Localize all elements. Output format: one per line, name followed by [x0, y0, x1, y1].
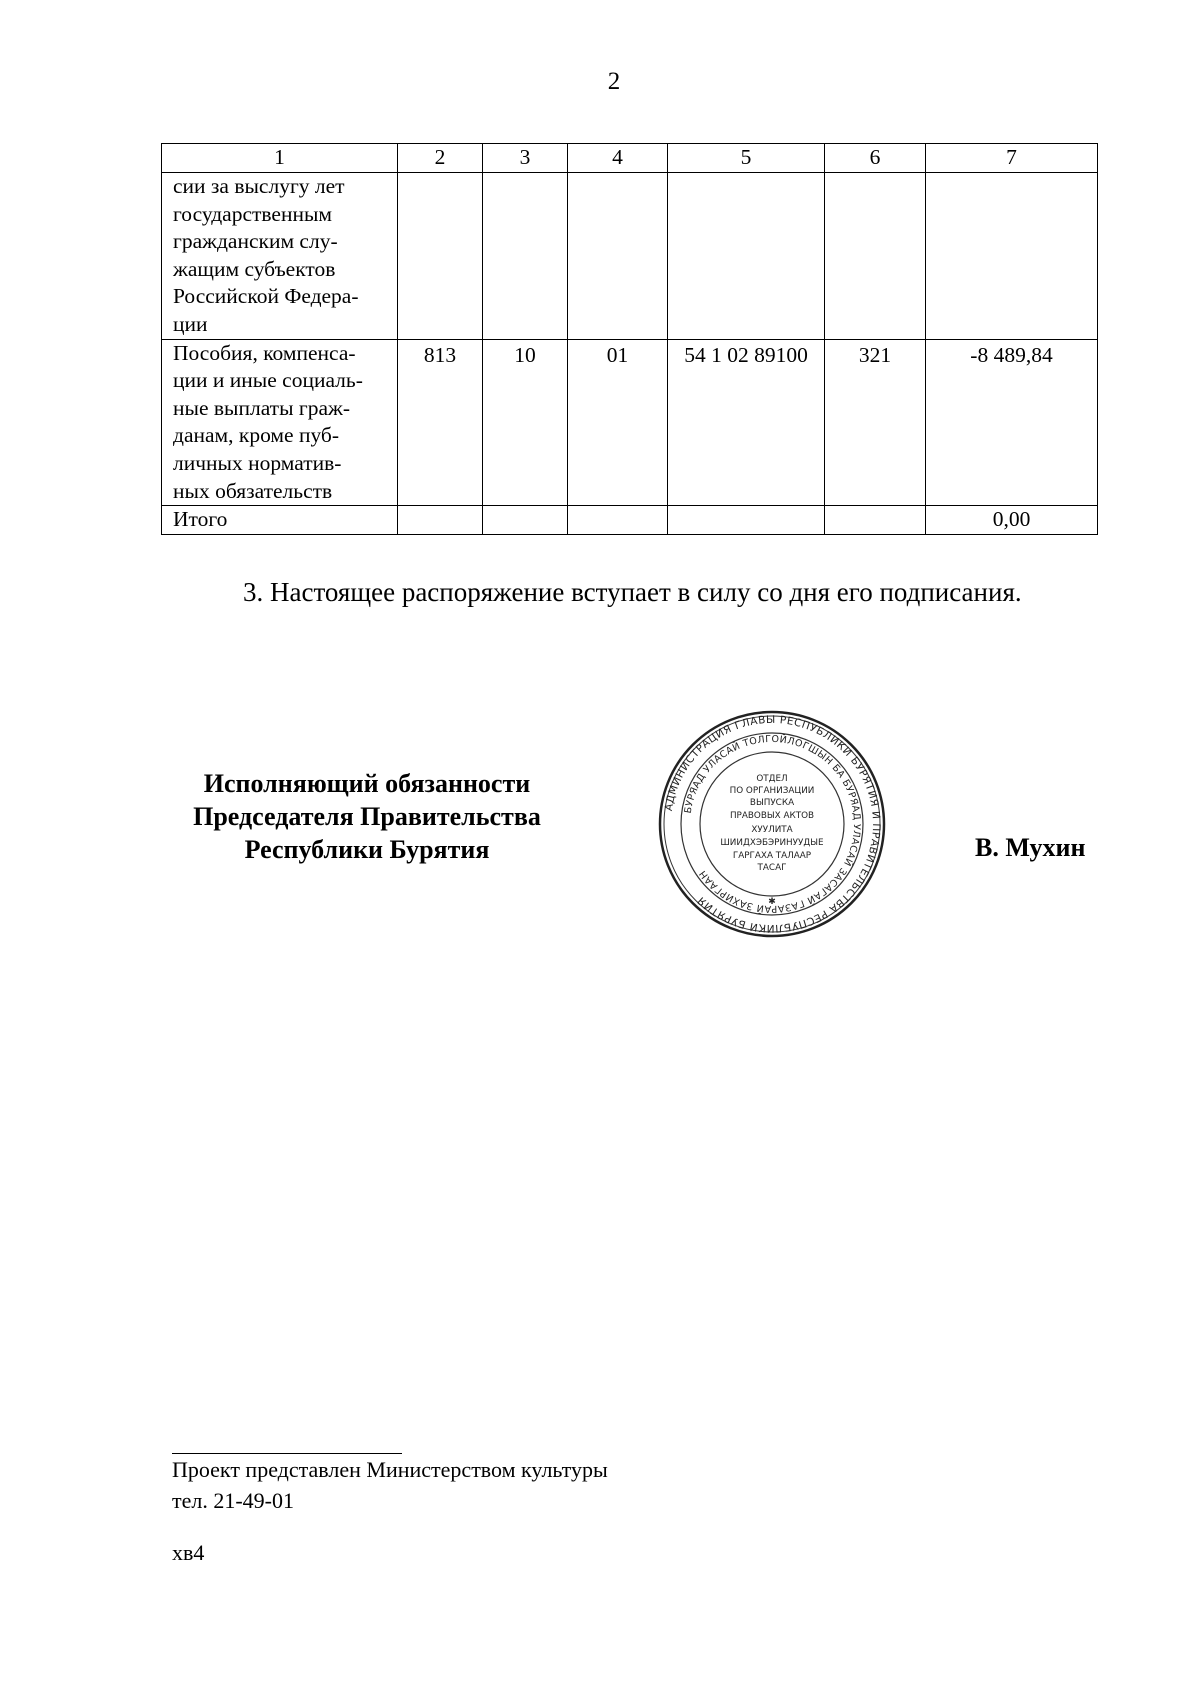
ministry-code-cell: [398, 173, 483, 340]
section-cell: [483, 173, 568, 340]
row-name-cell: [162, 173, 398, 340]
subsection-cell: [568, 173, 668, 340]
seal-star-icon: ✱: [768, 897, 776, 907]
page-number: 2: [607, 68, 621, 95]
subsection-cell: 01: [568, 339, 668, 506]
seal-inner-text: БУРЯАД УЛАСАЙ ТОЛГОЙЛОГШЫН БА БУРЯАД УЛАСАЙ ЗАСАГАЙ ГАЗАРАЙ ЗАХИРГААН: [682, 733, 863, 915]
budget-table: [161, 143, 1098, 535]
seal-center-line: ГАРГАХА ТАЛААР: [732, 851, 812, 861]
amount-cell: -8 489,84: [926, 339, 1098, 506]
empty-cell: [668, 506, 825, 535]
target-article-cell: 54 1 02 89100: [668, 339, 825, 506]
empty-cell: [825, 506, 926, 535]
seal-center-line: ТАСАГ: [757, 863, 787, 873]
empty-cell: [398, 506, 483, 535]
table-row: [162, 339, 1098, 506]
target-article-cell: [668, 173, 825, 340]
row-name-line: ции: [173, 311, 208, 336]
row-name-line: Пособия, компенса-: [173, 340, 356, 365]
row-name-line: данам, кроме пуб-: [173, 423, 340, 448]
signer-title-line: Исполняющий обязанности: [203, 769, 531, 798]
section-cell: 10: [483, 339, 568, 506]
seal-center-line: ПО ОРГАНИЗАЦИИ: [729, 786, 815, 796]
signer-title-line: Председателя Правительства: [193, 802, 541, 831]
row-name-line: ные выплаты граж-: [173, 395, 351, 420]
signer-title: [152, 767, 582, 866]
column-header: 4: [568, 144, 668, 173]
row-name-line: ных обязательств: [173, 478, 333, 503]
total-value: 0,00: [926, 506, 1098, 535]
row-name-line: сии за выслугу лет: [173, 174, 345, 198]
row-name-cell: [162, 339, 398, 506]
row-name-line: гражданским слу-: [173, 229, 338, 254]
column-header: 3: [483, 144, 568, 173]
column-header: 1: [162, 144, 398, 173]
empty-cell: [483, 506, 568, 535]
executor-initials: хв4: [172, 1540, 205, 1565]
seal-center-line: ВЫПУСКА: [749, 798, 795, 808]
clause-text: 3. Настоящее распоряжение вступает в силу со дня его подписания.: [243, 577, 1022, 607]
row-name-line: личных норматив-: [173, 450, 342, 475]
row-name-line: жащим субъектов: [173, 256, 336, 281]
seal-center-line: ХУУЛИТА: [751, 825, 793, 835]
total-label: Итого: [162, 506, 398, 535]
table-row: [162, 173, 1098, 340]
expense-type-cell: [825, 173, 926, 340]
expense-type-cell: 321: [825, 339, 926, 506]
table-total-row: [162, 506, 1098, 535]
row-name-line: государственным: [173, 201, 333, 226]
footer-line: Проект представлен Министерством культуры: [172, 1457, 608, 1482]
row-name-line: Российской Федера-: [173, 284, 359, 309]
column-header: 7: [926, 144, 1098, 173]
signer-name: В. Мухин: [975, 833, 1086, 862]
seal-outer-text: АДМИНИСТРАЦИЯ ГЛАВЫ РЕСПУБЛИКИ БУРЯТИЯ И ПРАВИТЕЛЬСТВА РЕСПУБЛИКИ БУРЯТИЯ: [662, 713, 883, 935]
column-header: 6: [825, 144, 926, 173]
footer-line: тел. 21-49-01: [172, 1488, 295, 1513]
row-name-line: ции и иные социаль-: [173, 368, 363, 393]
official-seal: [656, 708, 888, 940]
seal-center-line: ОТДЕЛ: [756, 774, 788, 784]
amount-cell: [926, 173, 1098, 340]
column-header: 2: [398, 144, 483, 173]
signer-title-line: Республики Бурятия: [244, 835, 490, 864]
svg-text:БУРЯАД УЛАСАЙ ТОЛГОЙЛОГШЫН БА: [683, 733, 862, 914]
seal-center-line: ПРАВОВЫХ АКТОВ: [729, 811, 815, 821]
seal-center-line: ШИИДХЭБЭРИНУУДЫЕ: [720, 838, 824, 848]
table-header-row: [162, 144, 1098, 173]
empty-cell: [568, 506, 668, 535]
ministry-code-cell: 813: [398, 339, 483, 506]
footer: [172, 1454, 608, 1516]
column-header: 5: [668, 144, 825, 173]
